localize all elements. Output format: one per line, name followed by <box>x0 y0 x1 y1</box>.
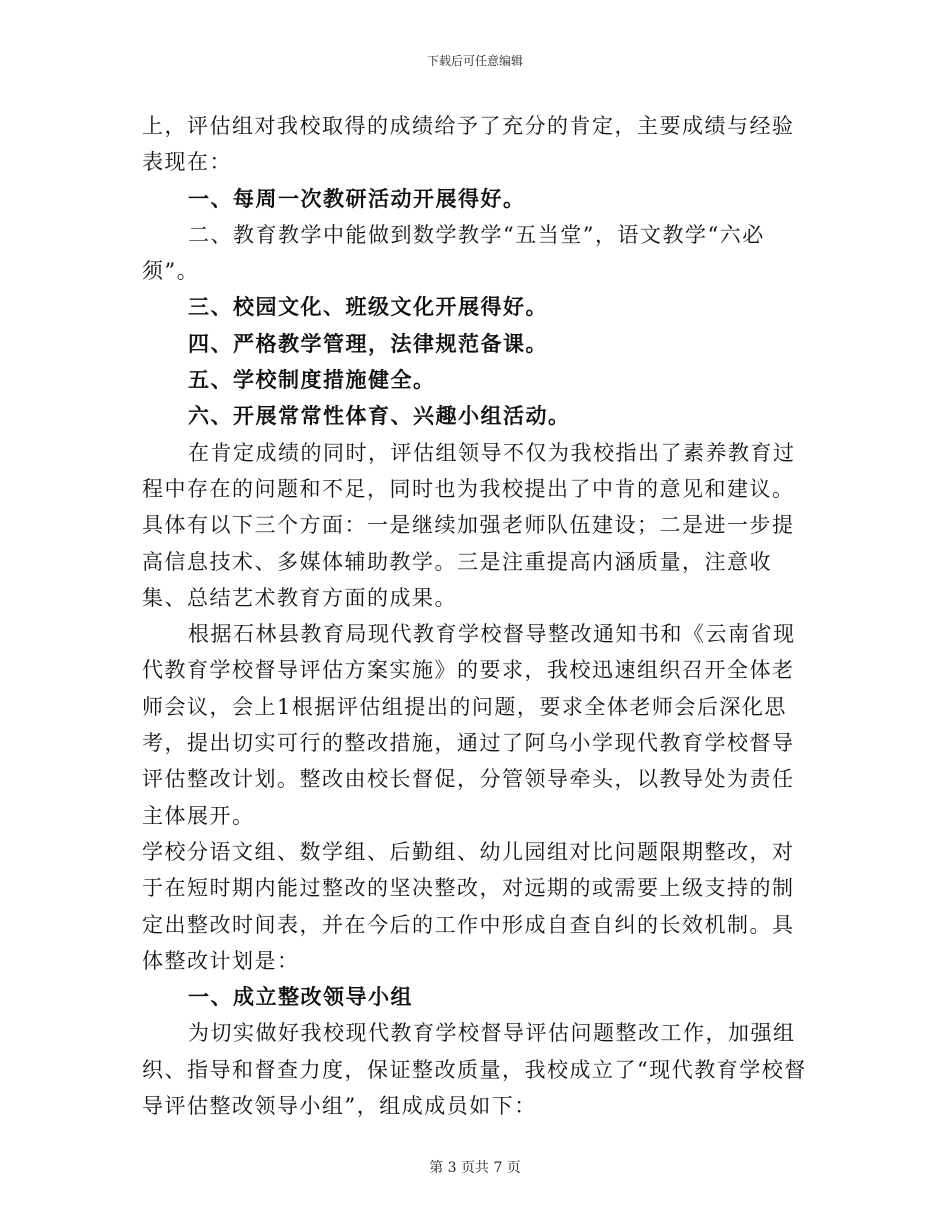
achievement-item-4: 四、严格教学管理，法律规范备课。 <box>188 330 548 356</box>
page-number: 第 3 页共 7 页 <box>429 1160 521 1176</box>
paragraph-achievements-intro: 上，评估组对我校取得的成绩给予了充分的肯定，主要成绩与经验表现在： <box>142 114 795 175</box>
achievement-item-1: 一、每周一次教研活动开展得好。 <box>188 185 526 211</box>
achievement-item-5: 五、学校制度措施健全。 <box>188 367 436 393</box>
achievement-item-3: 三、校园文化、班级文化开展得好。 <box>188 294 548 320</box>
paragraph-suggestions: 在肯定成绩的同时，评估组领导不仅为我校指出了素养教育过程中存在的问题和不足，同时也为我校提出了中肯的意见和建议。具体有以下三个方面：一是继续加强老师队伍建设；二是进一步提高信息技术、多媒体辅助教学。三是注重提高内涵质量，注意收集、总结艺术教育方面的成果。 <box>142 440 796 610</box>
paragraph-rectification-basis: 根据石林县教育局现代教育学校督导整改通知书和《云南省现代教育学校督导评估方案实施》的要求，我校迅速组织召开全体老师会议，会上1根据评估组提出的问题，要求全体老师会后深化思考，提出切实可行的整改措施，通过了阿乌小学现代教育学校督导评估整改计划。整改由校长督促，分管领导牵头，以教导处为责任主体展开。 <box>142 622 796 828</box>
page-header-note: 下载后可任意编辑 <box>426 54 523 68</box>
achievement-item-2: 二、教育教学中能做到数学教学“五当堂”，语文教学“六必须”。 <box>142 222 765 284</box>
paragraph-rectification-groups: 学校分语文组、数学组、后勤组、幼儿园组对比问题限期整改，对于在短时期内能过整改的坚决整改，对远期的或需要上级支持的制定出整改时间表，并在今后的工作中形成自查自纠的长效机制。具体整改计划是： <box>142 839 795 973</box>
document-body <box>142 108 812 1124</box>
paragraph-leadership-group: 为切实做好我校现代教育学校督导评估问题整改工作，加强组织、指导和督查力度，保证整改质量，我校成立了“现代教育学校督导评估整改领导小组”，组成成员如下： <box>142 1021 807 1119</box>
achievement-item-6: 六、开展常常性体育、兴趣小组活动。 <box>188 403 571 429</box>
section-heading-leadership-group: 一、成立整改领导小组 <box>188 984 413 1010</box>
